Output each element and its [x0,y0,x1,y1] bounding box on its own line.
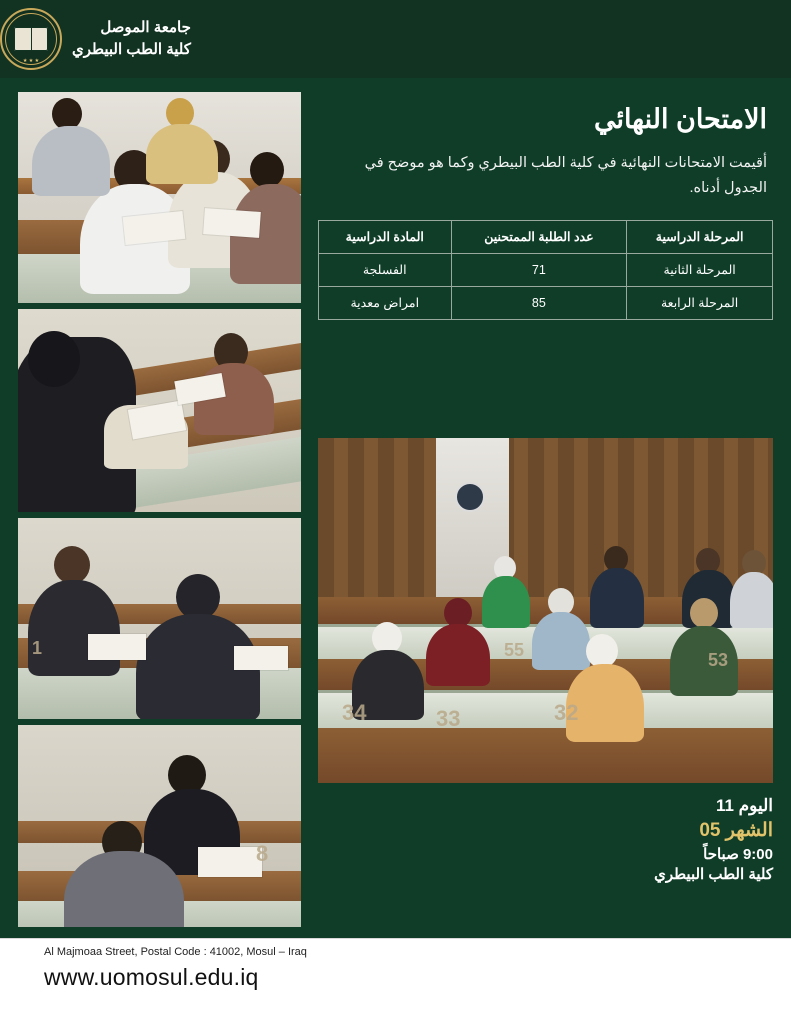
students-writing-exam-photo-3 [18,518,301,719]
photo-column [18,92,301,927]
cell-count: 85 [451,286,627,319]
column-header-stage: المرحلة الدراسية [627,220,773,253]
page-title: الامتحان النهائي [593,104,767,134]
footer-website[interactable]: www.uomosul.edu.iq [44,964,259,990]
main-content [318,92,773,320]
seat-number: 32 [554,700,579,725]
cell-subject: امراض معدية [319,286,452,319]
hall-desk-row-3 [318,728,773,783]
page-header [0,0,791,78]
cell-count: 71 [451,253,627,286]
footer-divider [0,938,791,939]
wall-clock-icon [455,482,485,512]
cell-stage: المرحلة الرابعة [627,286,773,319]
student-head [586,634,618,668]
poster-body [0,78,791,938]
table-row [319,253,773,286]
college-name: كلية الطب البيطري [72,41,191,58]
event-info [318,796,773,883]
header-titles [72,17,191,61]
exam-hall-photo [318,438,773,783]
header-brand [0,8,191,70]
table-row [319,286,773,319]
student-body [532,612,590,670]
event-day: اليوم 11 [715,796,773,815]
cell-stage: المرحلة الثانية [627,253,773,286]
student-body [730,572,773,628]
column-header-subject: المادة الدراسية [319,220,452,253]
column-header-count: عدد الطلبة الممتحنين [451,220,627,253]
seat-number: 34 [342,700,367,725]
event-month: الشهر 05 [699,820,773,841]
student-body [482,576,530,628]
student-head [690,598,718,628]
students-writing-exam-photo-1 [18,92,301,303]
seat-number: 53 [708,650,729,670]
event-time: 9:00 صباحاً [703,846,773,863]
seat-number: 33 [436,706,461,731]
university-name: جامعة الموصل [100,19,191,37]
student-body [426,624,490,686]
table-header-row [319,220,773,253]
photo-scene [18,92,301,303]
exam-table [318,220,773,320]
seal-caption: ★ ★ ★ [22,58,40,64]
students-writing-exam-photo-2 [18,309,301,512]
university-seal-icon [0,8,62,70]
event-place: كلية الطب البيطري [654,866,773,883]
photo-scene: 1 [18,518,301,719]
page-footer [0,938,791,1024]
footer-address: Al Majmoaa Street, Postal Code : 41002, Mosul – Iraq [44,946,307,958]
seat-number: 55 [504,640,525,660]
photo-scene: 8 [18,725,301,927]
students-writing-exam-photo-4 [18,725,301,927]
book-icon [14,27,48,51]
student-body [590,568,644,628]
photo-scene [18,309,301,512]
intro-paragraph: أقيمت الامتحانات النهائية في كلية الطب البيطري وكما هو موضح في الجدول أدناه. [364,155,767,197]
cell-subject: الفسلجة [319,253,452,286]
